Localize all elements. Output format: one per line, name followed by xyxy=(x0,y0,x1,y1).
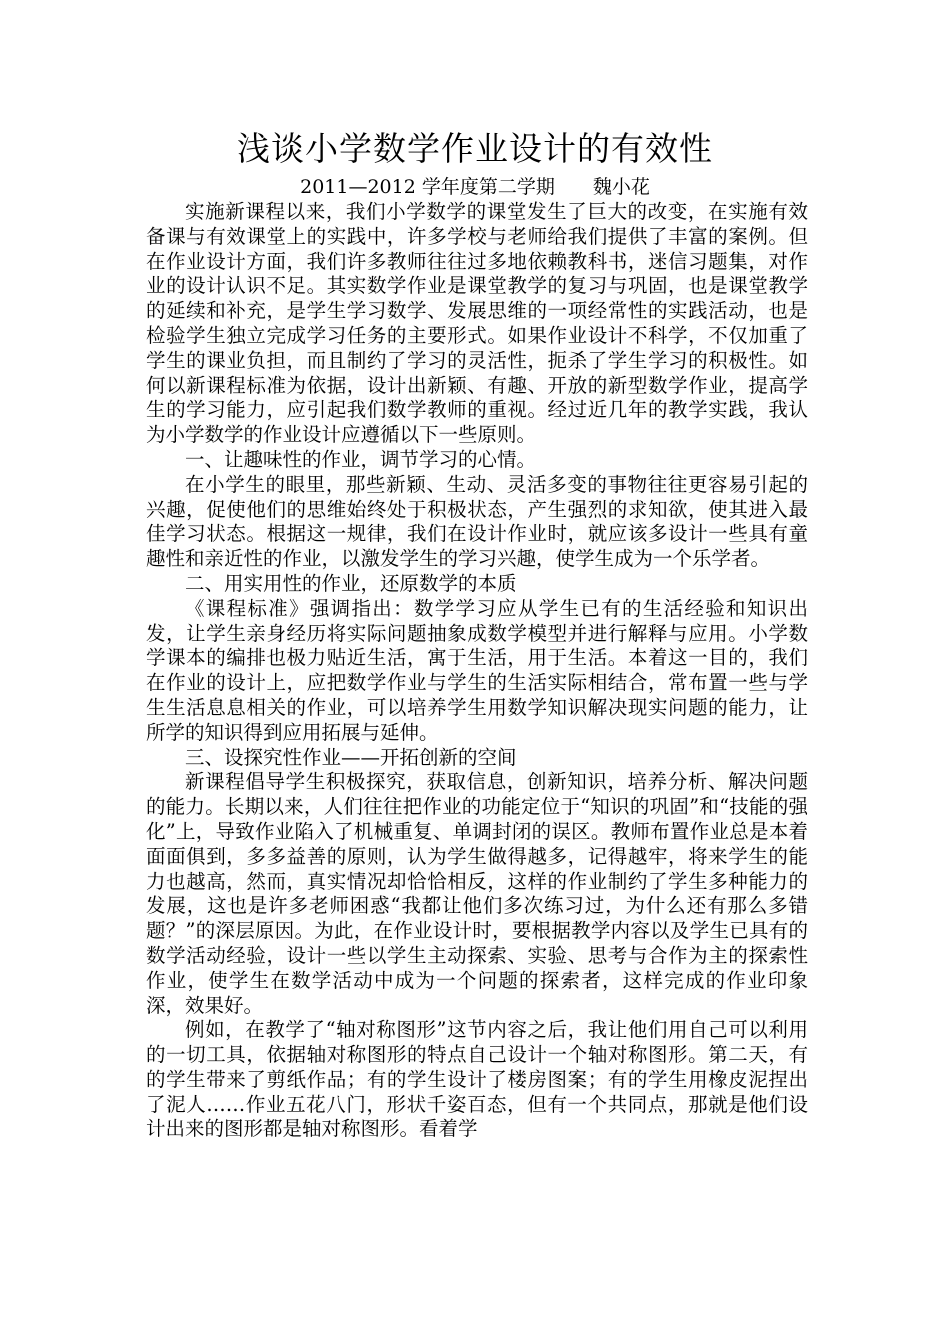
intro-paragraph: 实施新课程以来，我们小学数学的课堂发生了巨大的改变，在实施有效备课与有效课堂上的实践中，许多学校与老师给我们提供了丰富的案例。但在作业设计方面，我们许多教师往往过多地依赖教科书，迷信习题集，对作业的设计认识不足。其实数学作业是课堂教学的复习与巩固，也是课堂教学的延续和补充，是学生学习数学、发展思维的一项经常性的实践活动，也是检验学生独立完成学习任务的主要形式。如果作业设计不科学，不仅加重了学生的课业负担，而且制约了学习的灵活性，扼杀了学生学习的积极性。如何以新课程标准为依据，设计出新颖、有趣、开放的新型数学作业，提高学生的学习能力，应引起我们数学教师的重视。经过近几年的教学实践，我认为小学数学的作业设计应遵循以下一些原则。 xyxy=(146,200,808,447)
section-paragraph-2: 《课程标准》强调指出：数学学习应从学生已有的生活经验和知识出发，让学生亲身经历将实际问题抽象成数学模型并进行解释与应用。小学数学课本的编排也极力贴近生活，寓于生活，用于生活。本着这一目的，我们在作业的设计上，应把数学作业与学生的生活实际相结合，常布置一些与学生生活息息相关的作业，可以培养学生用数学知识解决现实问题的能力，让所学的知识得到应用拓展与延伸。 xyxy=(146,596,808,744)
section-heading-3: 三、设探究性作业——开拓创新的空间 xyxy=(185,745,517,769)
section-heading-2: 二、用实用性的作业，还原数学的本质 xyxy=(185,571,517,595)
section-paragraph-1: 在小学生的眼里，那些新颖、生动、灵活多变的事物往往更容易引起的兴趣，促使他们的思维始终处于积极状态，产生强烈的求知欲，使其进入最佳学习状态。根据这一规律，我们在设计作业时，就应该多设计一些具有童趣性和亲近性的作业，以激发学生的学习兴趣，使学生成为一个乐学者。 xyxy=(146,472,808,571)
term-label: 2011—2012 学年度第二学期 xyxy=(300,176,555,198)
byline xyxy=(0,175,950,199)
example-paragraph: 例如，在教学了“轴对称图形”这节内容之后，我让他们用自己可以利用的一切工具，依据轴对称图形的特点自己设计一个轴对称图形。第二天，有的学生带来了剪纸作品；有的学生设计了楼房图案；有的学生用橡皮泥捏出了泥人……作业五花八门，形状千姿百态，但有一个共同点，那就是他们设计出来的图形都是轴对称图形。看着学 xyxy=(146,1018,808,1141)
section-heading-1: 一、让趣味性的作业，调节学习的心情。 xyxy=(185,447,537,471)
section-paragraph-3: 新课程倡导学生积极探究，获取信息，创新知识，培养分析、解决问题的能力。长期以来，人们往往把作业的功能定位于“知识的巩固”和“技能的强化”上，导致作业陷入了机械重复、单调封闭的误区。教师布置作业总是本着面面俱到，多多益善的原则，认为学生做得越多，记得越牢，将来学生的能力也越高，然而，真实情况却恰恰相反，这样的作业制约了学生多种能力的发展，这也是许多老师困惑“我都让他们多次练习过，为什么还有那么多错题？”的深层原因。为此，在作业设计时，要根据教学内容以及学生已具有的数学活动经验，设计一些以学生主动探索、实验、思考与合作为主的探索性作业，使学生在数学活动中成为一个问题的探索者，这样完成的作业印象深，效果好。 xyxy=(146,770,808,1017)
document-title: 浅谈小学数学作业设计的有效性 xyxy=(237,129,713,168)
document-body xyxy=(146,200,808,1142)
author-name: 魏小花 xyxy=(592,176,650,198)
